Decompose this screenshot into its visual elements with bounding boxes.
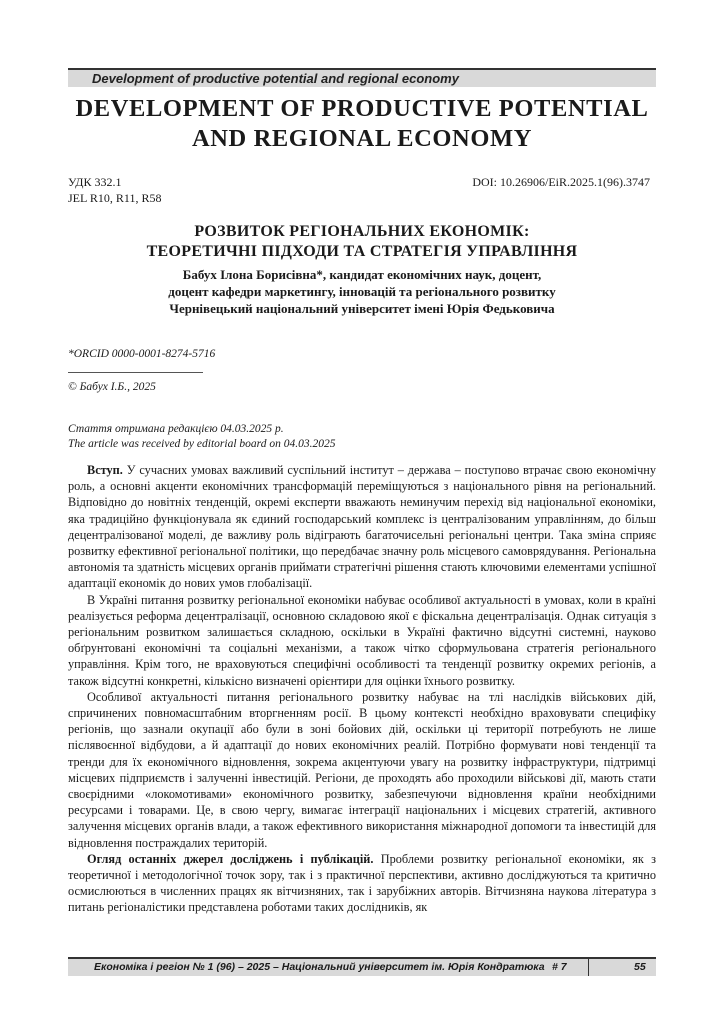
classification-codes — [68, 174, 161, 206]
paragraph-literature-review — [68, 851, 656, 916]
literature-review-text: Проблеми розвитку регіональної економіки, як з теоретичної і методологічної точок зору, так і з практичної перспективи, активно досліджуються та критично осмислюються в численних працях як вітчизняних, так і зарубіжних авторів. Вітчизняна наукова література з питань регіоналістики представлена роботами таких дослідників, як — [68, 851, 656, 915]
footer-issue: # 7 — [552, 961, 567, 973]
author-orcid: *ORCID 0000-0001-8274-5716 — [68, 348, 216, 360]
literature-review-heading: Огляд останніх джерел досліджень і публікацій. — [87, 851, 374, 866]
section-title-line-1: DEVELOPMENT OF PRODUCTIVE POTENTIAL — [75, 95, 649, 122]
running-header — [68, 68, 656, 87]
section-title — [68, 94, 656, 154]
author-position: доцент кафедри маркетингу, інновацій та регіонального розвитку — [168, 284, 556, 299]
introduction-text: У сучасних умовах важливий суспільний інститут – держава – поступово втрачає свою економічну роль, а основні акценти економічних трансформацій переміщуються з національного рівня на регіональний. Відповідно до новітніх тенденцій, окремі експерти вважають неминучим перехід від національної економіки, яка традиційно функціонувала як єдиний господарський комплекс із централізованим управлінням, до більш децентралізованої моделі, де важливу роль відіграють багаточисельні регіональні центри. Така зміна сприяє розвитку ефективної регіональної політики, що передбачає значну роль місцевого самоврядування. Регіональна автономія та здатність місцевих органів приймати стратегічні рішення стають ключовими елементами успішної адаптації економік до нових умов глобалізації. — [68, 463, 656, 591]
received-note — [68, 422, 335, 452]
page-number: 55 — [634, 961, 646, 973]
paragraph-war-context: Особливої актуальності питання регіонального розвитку набуває на тлі наслідків військових дій, спричинених повномасштабним вторгненням росії. В цьому контексті необхідно враховувати специфіку регіонів, що зазнали окупації або були в зоні бойових дій, оскільки ці території потребують не лише післявоєнної відбудови, а й адаптації до нових економічних реалій. Потрібно формувати нові тенденції та тренди для їх економічного відновлення, зокрема акцентуючи увагу на розвитку інфраструктури, підтримці місцевих підприємств і залученні інвестицій. Регіони, де проходять або проходили військові дії, мають стати своєрідними «локомотивами» економічного розвитку, забезпечуючи відновлення країни необхідними ресурсами і товарами. Це, в свою чергу, вимагає інтеграції національних і місцевих стратегій, активного залучення місцевих органів влади, а також ефективного використання міжнародної допомоги та інвестицій для відновлення постраждалих територій. — [68, 689, 656, 850]
paragraph-introduction — [68, 462, 656, 592]
article-title — [68, 222, 656, 262]
author-block — [68, 266, 656, 317]
article-body — [68, 462, 656, 916]
received-ua: Стаття отримана редакцією 04.03.2025 р. — [68, 423, 284, 435]
article-title-line-1: РОЗВИТОК РЕГІОНАЛЬНИХ ЕКОНОМІК: — [194, 223, 530, 240]
article-title-line-2: ТЕОРЕТИЧНІ ПІДХОДИ ТА СТРАТЕГІЯ УПРАВЛІННЯ — [146, 243, 578, 260]
udc-code: УДК 332.1 — [68, 175, 122, 189]
author-affiliation: Чернівецький національний університет імені Юрія Федьковича — [169, 301, 555, 316]
running-footer — [68, 957, 656, 976]
introduction-heading: Вступ. — [87, 463, 123, 477]
author-name-degree: Бабух Ілона Борисівна*, кандидат економічних наук, доцент, — [182, 267, 542, 282]
paragraph-ukraine-context: В Україні питання розвитку регіональної економіки набуває особливої актуальності в умовах, коли в країні реалізується реформа децентралізації, основною складовою якої є фіскальна децентралізація. Однак ситуація з регіональним розвитком залишається складною, оскільки в Україні фактично відсутні системні, науково обґрунтовані економічні та соціальні механізми, а також чітко сформульована стратегія регіонального управління. Крім того, не враховуються специфічні особливості та тенденції розвитку окремих регіонів, а також відсутні конкретні, кількісно визначені орієнтири для оцінки їхнього розвитку. — [68, 592, 656, 688]
doi: DOI: 10.26906/EiR.2025.1(96).3747 — [472, 175, 650, 189]
footer-separator — [588, 959, 589, 976]
section-title-line-2: AND REGIONAL ECONOMY — [191, 125, 533, 152]
copyright-notice: © Бабух І.Б., 2025 — [68, 381, 156, 393]
running-header-title: Development of productive potential and regional economy — [92, 71, 459, 86]
jel-code: JEL R10, R11, R58 — [68, 191, 162, 205]
received-en: The article was received by editorial board on 04.03.2025 — [68, 438, 336, 450]
footnote-divider — [68, 372, 203, 373]
footer-journal: Економіка і регіон № 1 (96) – 2025 – Національний університет ім. Юрія Кондратюка — [94, 961, 545, 973]
